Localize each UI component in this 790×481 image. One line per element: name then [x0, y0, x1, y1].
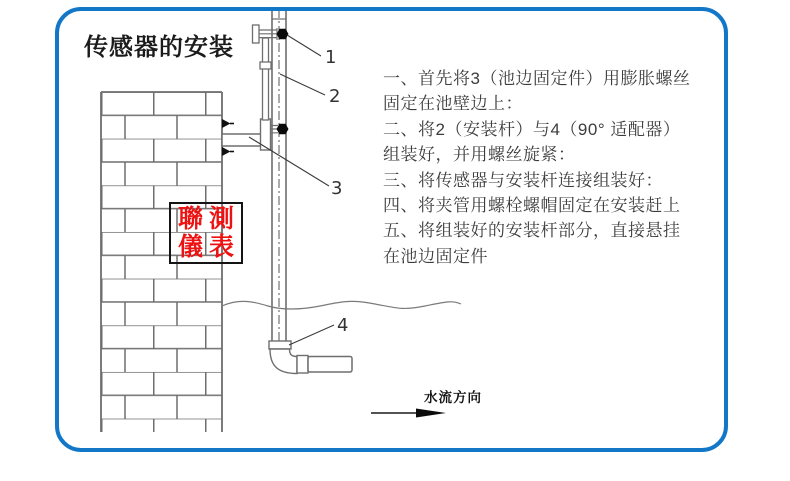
instruction-line: 一、首先将3（池边固定件）用膨胀螺丝: [383, 69, 691, 88]
callout-leader-lines: [249, 35, 337, 345]
water-surface-line: [222, 301, 461, 309]
instruction-line: 三、将传感器与安装杆连接组装好：: [383, 170, 663, 190]
flow-arrow-icon: [371, 409, 446, 418]
watermark-char: 聯: [177, 205, 203, 233]
watermark-char: 儀: [177, 233, 203, 261]
brand-watermark: [169, 202, 243, 264]
watermark-char: 表: [208, 233, 234, 261]
mounting-pole: [272, 9, 286, 347]
page-title: 传感器的安装: [84, 34, 234, 61]
elbow-adapter: [269, 341, 308, 374]
instructions-block: [383, 66, 728, 269]
watermark-char: 測: [208, 205, 234, 233]
instruction-line: 四、将夹管用螺栓螺帽固定在安装赶上: [383, 196, 681, 216]
callout-4: 4: [337, 315, 349, 336]
instruction-line: 二、将2（安装杆）与4（90° 适配器）: [383, 119, 681, 139]
instruction-line: 固定在池壁边上：: [383, 94, 523, 114]
instruction-line: 五、将组装好的安装杆部分，直接悬挂: [383, 221, 681, 241]
sensor-body: [308, 357, 352, 373]
pipe-clamp: [271, 124, 289, 134]
instruction-line: 组装好，并用螺丝旋紧：: [383, 145, 576, 165]
callout-3: 3: [331, 178, 343, 199]
callout-1: 1: [325, 47, 337, 68]
instruction-line: 在池边固定件: [383, 246, 488, 266]
flow-direction-label: 水流方向: [424, 390, 482, 405]
callout-2: 2: [329, 86, 341, 107]
